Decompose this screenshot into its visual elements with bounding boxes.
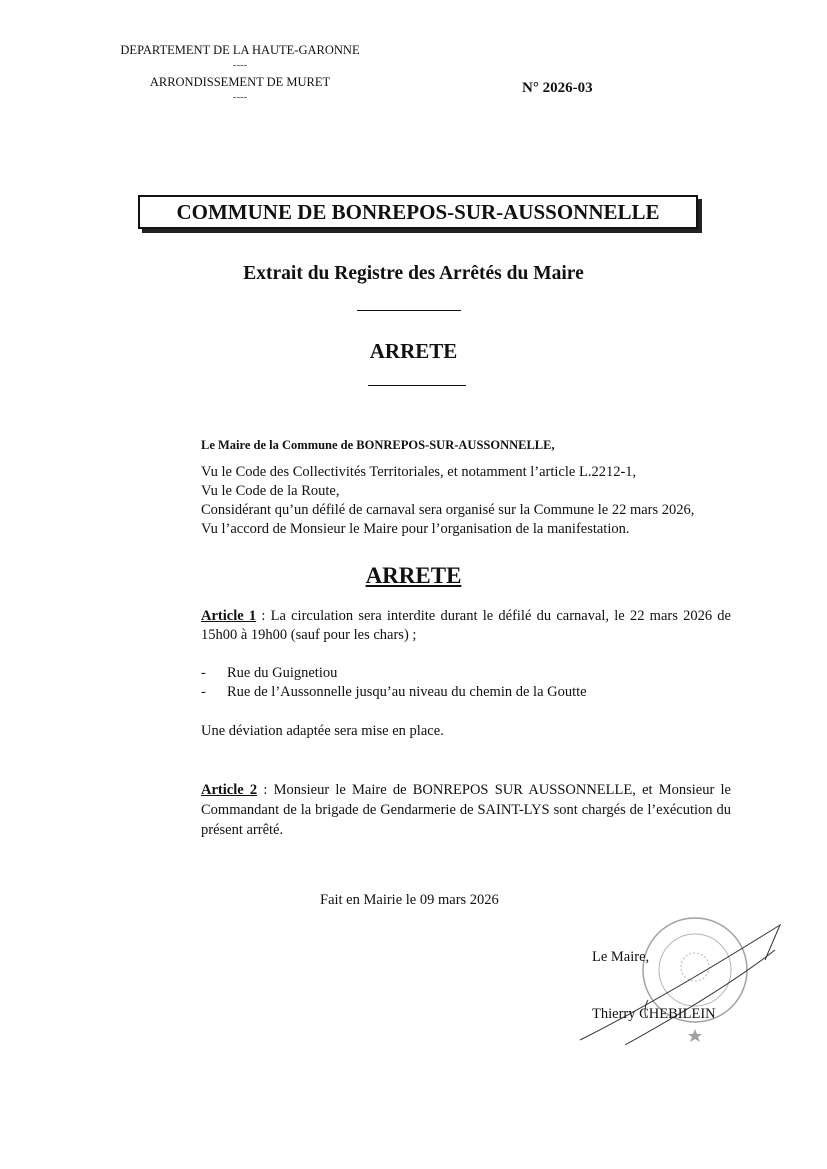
bullet: - — [201, 665, 206, 681]
signature-title: Le Maire, — [592, 949, 650, 965]
star-icon — [688, 1029, 702, 1042]
commune-title — [138, 195, 698, 229]
article-2 — [201, 780, 731, 840]
article-1-label: Article 1 — [201, 608, 257, 624]
deviation: Une déviation adaptée sera mise en place. — [201, 723, 444, 739]
list-item — [201, 683, 587, 702]
stamp-and-signature — [560, 905, 790, 1050]
list-item — [201, 664, 587, 683]
signature-icon — [580, 925, 780, 1045]
article-1 — [201, 607, 731, 645]
bullet: - — [201, 684, 206, 700]
preamble-line: Vu le Code des Collectivités Territoriales, et notamment l’article L.2212-1, — [201, 464, 637, 480]
separator: ---- — [232, 59, 248, 71]
street-list — [201, 664, 587, 702]
signature-name: Thierry CHEBILEIN — [592, 1006, 716, 1022]
preamble-line: Vu l’accord de Monsieur le Maire pour l’organisation de la manifestation. — [201, 521, 630, 537]
done-at: Fait en Mairie le 09 mars 2026 — [320, 892, 499, 908]
separator: ---- — [232, 91, 248, 103]
preamble-line: Vu le Code de la Route, — [201, 483, 340, 499]
commune-title-text: COMMUNE DE BONREPOS-SUR-AUSSONNELLE — [176, 199, 660, 224]
preamble-intro: Le Maire de la Commune de BONREPOS-SUR-AUSSONNELLE, — [201, 438, 555, 452]
departement: DEPARTEMENT DE LA HAUTE-GARONNE — [120, 43, 360, 57]
preamble-lines — [201, 463, 694, 539]
arrete-number: N° 2026-03 — [522, 80, 593, 96]
subtitle: Extrait du Registre des Arrêtés du Maire — [243, 263, 584, 284]
heading-arrete: ARRETE — [369, 339, 458, 363]
divider — [368, 385, 466, 386]
divider — [357, 310, 461, 311]
article-2-text: : Monsieur le Maire de BONREPOS SUR AUSSONNELLE, et Monsieur le Commandant de la brigade de Gendarmerie de SAINT-LYS sont chargés de l’exécution du présent arrêté. — [201, 782, 731, 838]
street: Rue du Guignetiou — [227, 665, 338, 681]
article-1-text: : La circulation sera interdite durant le défilé du carnaval, le 22 mars 2026 de 15h00 à 19h00 (sauf pour les chars) ; — [201, 608, 731, 643]
heading-arrete-2: ARRETE — [365, 563, 462, 588]
article-2-label: Article 2 — [201, 782, 258, 798]
preamble-line: Considérant qu’un défilé de carnaval sera organisé sur la Commune le 22 mars 2026, — [201, 502, 695, 518]
street: Rue de l’Aussonnelle jusqu’au niveau du chemin de la Goutte — [227, 684, 587, 700]
arrondissement: ARRONDISSEMENT DE MURET — [149, 75, 331, 89]
